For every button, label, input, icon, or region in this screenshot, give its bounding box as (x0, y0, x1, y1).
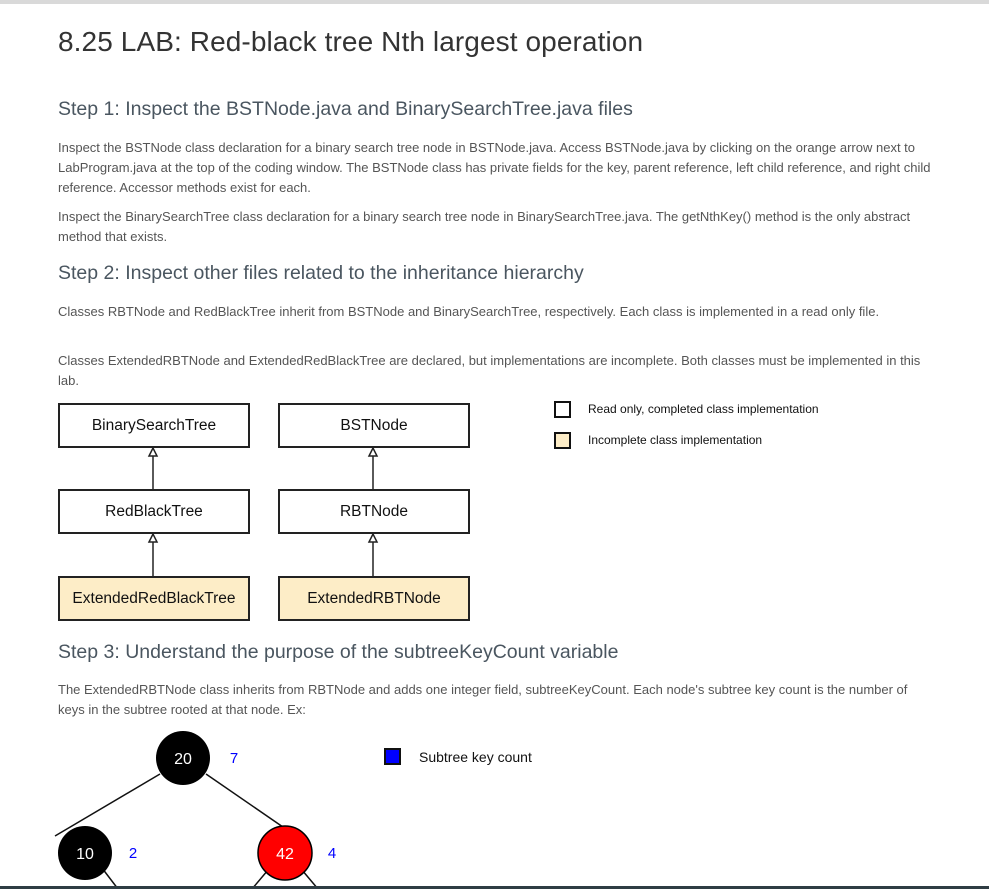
step2-paragraph-1: Classes RBTNode and RedBlackTree inherit from BSTNode and BinarySearchTree, respectively. Each class is implemented in a read only file. (58, 304, 880, 319)
class-box-bstnode: BSTNode (278, 403, 470, 448)
tree-node-42-key: 42 (276, 846, 294, 863)
edge-20-to-10 (55, 774, 160, 836)
step2-paragraph-2: Classes ExtendedRBTNode and ExtendedRedBlackTree are declared, but implementations are incomplete. Both classes must be implemented in this lab. (58, 353, 921, 388)
tree-node-42-count: 4 (327, 845, 337, 862)
tree-node-10-key: 10 (76, 846, 94, 863)
step1-paragraph-2: Inspect the BinarySearchTree class declaration for a binary search tree node in BinarySearchTree.java. The getNthKey() method is the only abstract method that exists. (58, 209, 911, 244)
legend-subtree-count-swatch (384, 748, 401, 765)
legend-subtree-count-label: Subtree key count (419, 749, 532, 765)
legend-complete-label: Read only, completed class implementation (588, 402, 819, 416)
class-box-extendedrbtnode: ExtendedRBTNode (278, 576, 470, 621)
step3-heading: Step 3: Understand the purpose of the subtreeKeyCount variable (58, 641, 619, 663)
page-title: 8.25 LAB: Red-black tree Nth largest operation (58, 26, 644, 57)
class-box-extendedredblacktree: ExtendedRedBlackTree (58, 576, 250, 621)
tree-node-20-key: 20 (174, 751, 192, 768)
class-box-rbtnode: RBTNode (278, 489, 470, 534)
step3-paragraph-1: The ExtendedRBTNode class inherits from RBTNode and adds one integer field, subtreeKeyCount. Each node's subtree key count is the number of keys in the subtree rooted at that node. Ex: (58, 682, 908, 717)
step1-heading: Step 1: Inspect the BSTNode.java and BinarySearchTree.java files (58, 98, 633, 120)
step1-paragraph-1: Inspect the BSTNode class declaration for a binary search tree node in BSTNode.java. Access BSTNode.java by clicking on the orange arrow next to LabProgram.java at the top of the coding window. The BSTNode class has private fields for the key, parent reference, left child reference, and right child reference. Accessor methods exist for each. (58, 140, 931, 195)
class-box-binarysearchtree: BinarySearchTree (58, 403, 250, 448)
class-box-redblacktree: RedBlackTree (58, 489, 250, 534)
step2-heading: Step 2: Inspect other files related to the inheritance hierarchy (58, 262, 584, 284)
legend-incomplete-label: Incomplete class implementation (588, 433, 763, 447)
tree-node-20-count: 7 (229, 750, 239, 767)
tree-node-10-count: 2 (128, 845, 138, 862)
